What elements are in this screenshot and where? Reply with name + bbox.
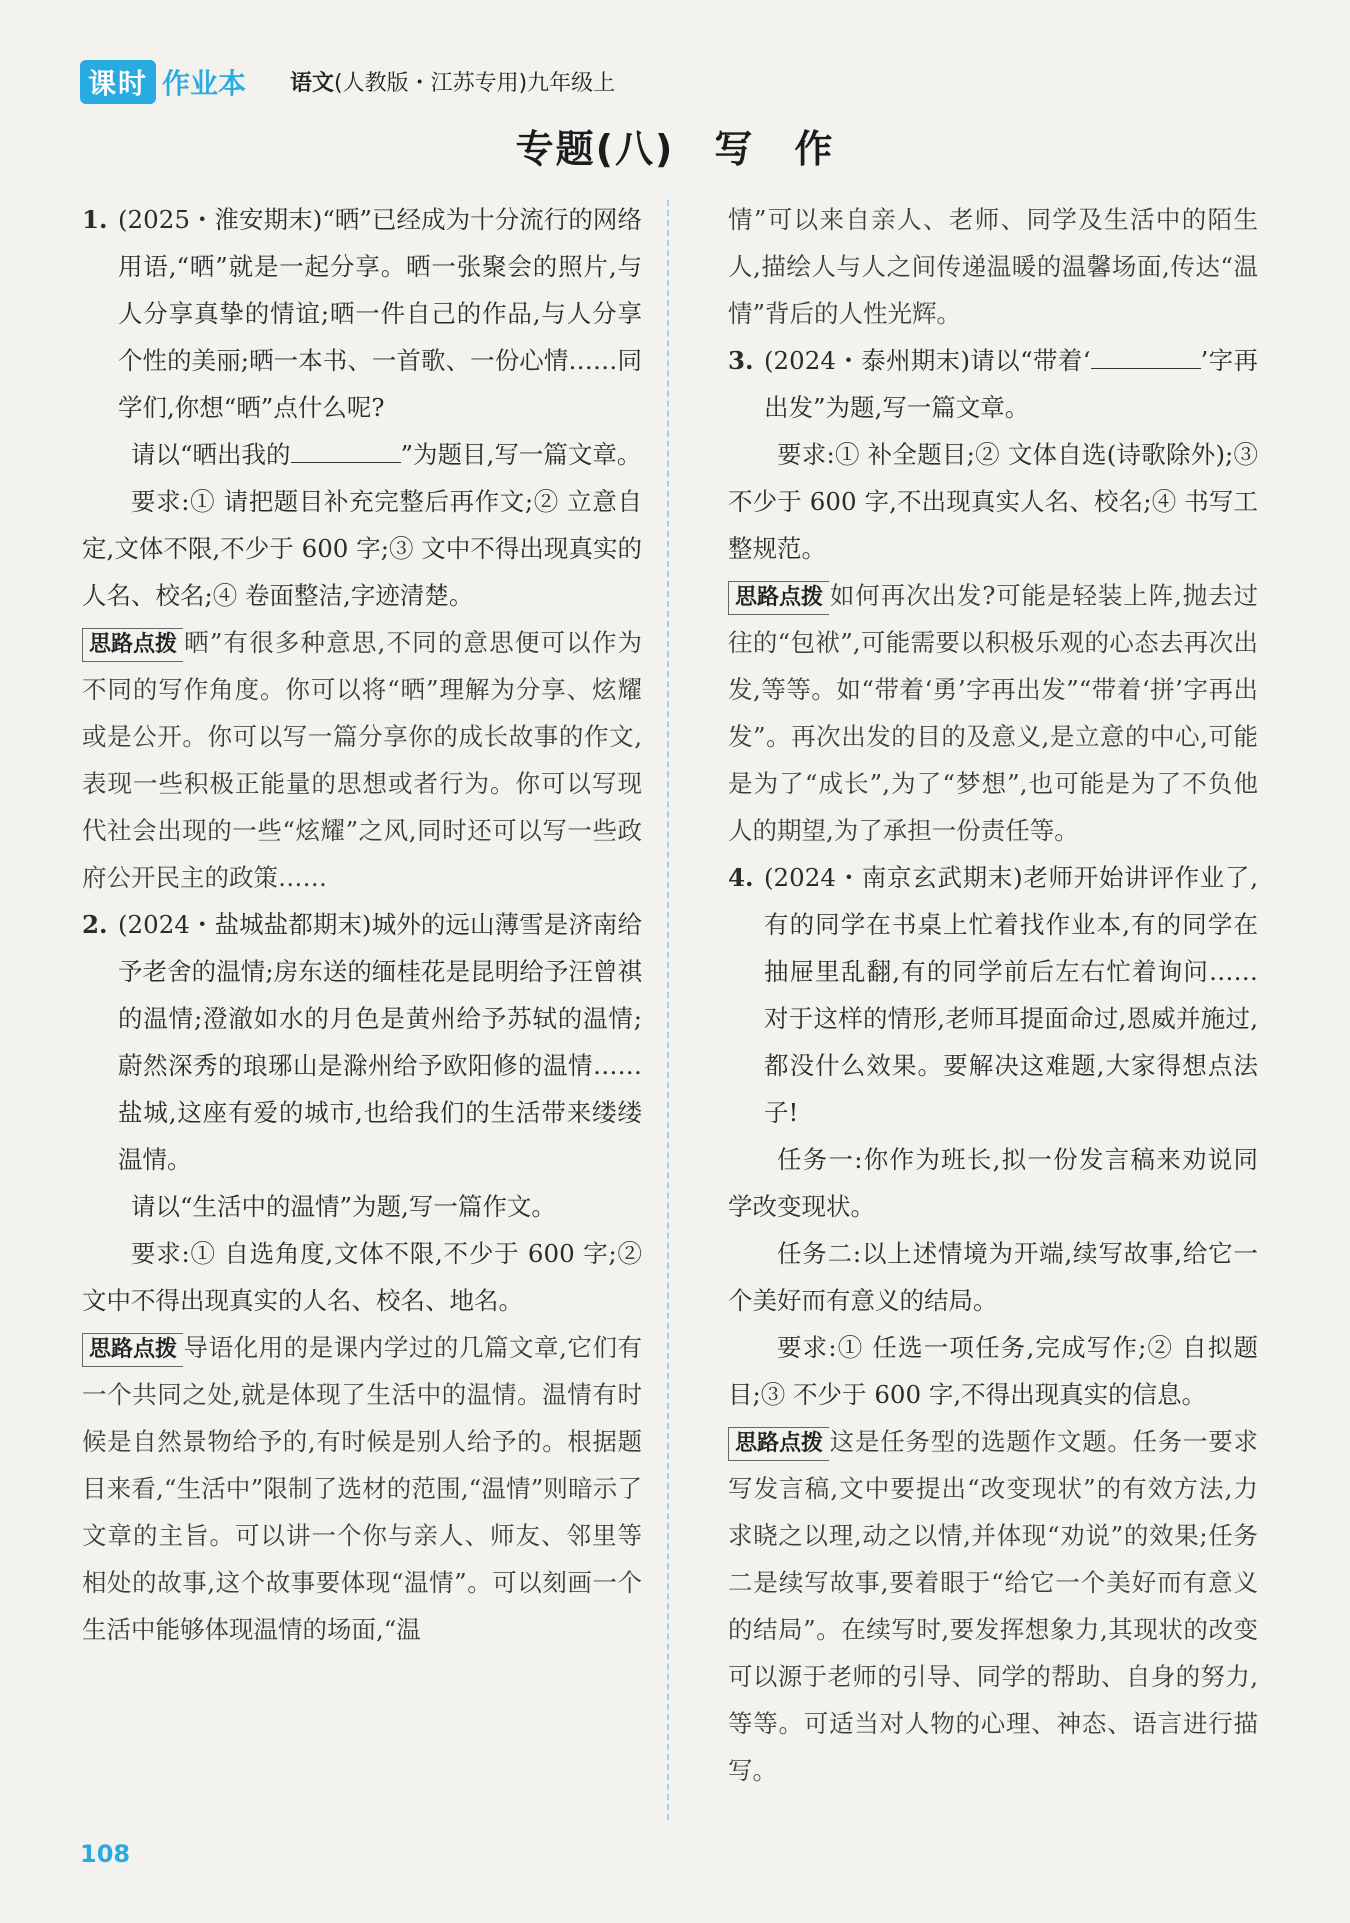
hint-block: [82, 1324, 642, 1653]
hint-block: [82, 619, 642, 901]
hint-block: [728, 1418, 1258, 1794]
prompt-text-a: 请以“晒出我的: [131, 440, 291, 469]
hint-text: 晒”有很多种意思,不同的意思便可以作为不同的写作角度。你可以将“晒”理解为分享、炫耀或是公开。你可以写一篇分享你的成长故事的作文,表现一些积极正能量的思想或者行为。你可以写现代社会出现的一些“炫耀”之风,同时还可以写一些政府公开民主的政策……: [82, 628, 642, 892]
hint-label: 思路点拨: [82, 628, 183, 662]
hint-text: 导语化用的是课内学过的几篇文章,它们有一个共同之处,就是体现了生活中的温情。温情有时候是自然景物给予的,有时候是别人给予的。根据题目来看,“生活中”限制了选材的范围,“温情”则暗示了文章的主旨。可以讲一个你与亲人、师友、邻里等相处的故事,这个故事要体现“温情”。可以刻画一个生活中能够体现温情的场面,“温: [82, 1333, 642, 1644]
question-number: 1.: [82, 205, 108, 234]
question-prompt: [82, 431, 642, 478]
question-3: [728, 337, 1258, 431]
hint-label: 思路点拨: [728, 581, 829, 615]
page-title: 专题(八) 写 作: [515, 127, 835, 171]
question-stem: (2024・南京玄武期末)老师开始讲评作业了,有的同学在书桌上忙着找作业本,有的同学在抽屉里乱翻,有的同学前后左右忙着询问……对于这样的情形,老师耳提面命过,恩威并施过,都没什么效果。要解决这难题,大家得想点法子!: [764, 863, 1258, 1127]
fill-blank: [291, 438, 401, 463]
question-stem-b: ’字再出发”为题,写一篇文章。: [764, 346, 1258, 422]
question-number: 4.: [728, 863, 754, 892]
logo-mark: 课时: [80, 60, 156, 104]
page-number: 108: [80, 1840, 131, 1868]
right-column: [728, 196, 1258, 1794]
question-1: [82, 196, 642, 431]
question-requirements: 要求:① 请把题目补充完整后再作文;② 立意自定,文体不限,不少于 600 字;③ 文中不得出现真实的人名、校名;④ 卷面整洁,字迹清楚。: [82, 487, 642, 610]
question-requirements: 要求:① 自选角度,文体不限,不少于 600 字;② 文中不得出现真实的人名、校名、地名。: [82, 1239, 642, 1315]
question-stem: (2025・淮安期末)“晒”已经成为十分流行的网络用语,“晒”就是一起分享。晒一张聚会的照片,与人分享真挚的情谊;晒一件自己的作品,与人分享个性的美丽;晒一本书、一首歌、一份心情……同学们,你想“晒”点什么呢?: [118, 205, 642, 422]
left-column: [82, 196, 642, 1653]
brand-logo: [80, 60, 246, 104]
hint-label: 思路点拨: [728, 1427, 829, 1461]
hint-continued: 情”可以来自亲人、老师、同学及生活中的陌生人,描绘人与人之间传递温暖的温馨场面,传达“温情”背后的人性光辉。: [728, 205, 1258, 328]
subject: 语文: [290, 71, 335, 96]
question-stem: (2024・盐城盐都期末)城外的远山薄雪是济南给予老舍的温情;房东送的缅桂花是昆明给予汪曾祺的温情;澄澈如水的月色是黄州给予苏轼的温情;蔚然深秀的琅琊山是滁州给予欧阳修的温情……盐城,这座有爱的城市,也给我们的生活带来缕缕温情。: [118, 910, 642, 1174]
question-number: 3.: [728, 346, 754, 375]
task-2: 任务二:以上述情境为开端,续写故事,给它一个美好而有意义的结局。: [728, 1239, 1258, 1315]
question-4: [728, 854, 1258, 1136]
task-1: 任务一:你作为班长,拟一份发言稿来劝说同学改变现状。: [728, 1145, 1258, 1221]
edition: (人教版・江苏专用)九年级上: [334, 71, 616, 96]
logo-text: 作业本: [162, 67, 247, 100]
prompt-text-b: ”为题目,写一篇文章。: [400, 440, 642, 469]
question-requirements: 要求:① 任选一项任务,完成写作;② 自拟题目;③ 不少于 600 字,不得出现真实的信息。: [728, 1333, 1258, 1409]
hint-text: 如何再次出发?可能是轻装上阵,抛去过往的“包袱”,可能需要以积极乐观的心态去再次出发,等等。如“带着‘勇’字再出发”“带着‘拼’字再出发”。再次出发的目的及意义,是立意的中心,可能是为了“成长”,为了“梦想”,也可能是为了不负他人的期望,为了承担一份责任等。: [728, 581, 1258, 845]
fill-blank: [1091, 344, 1201, 369]
column-divider: [667, 200, 669, 1820]
question-prompt: 请以“生活中的温情”为题,写一篇作文。: [131, 1192, 556, 1221]
hint-label: 思路点拨: [82, 1333, 183, 1367]
hint-text: 这是任务型的选题作文题。任务一要求写发言稿,文中要提出“改变现状”的有效方法,力求晓之以理,动之以情,并体现“劝说”的效果;任务二是续写故事,要着眼于“给它一个美好而有意义的结局”。在续写时,要发挥想象力,其现状的改变可以源于老师的引导、同学的帮助、自身的努力,等等。可适当对人物的心理、神态、语言进行描写。: [728, 1427, 1258, 1785]
question-number: 2.: [82, 910, 108, 939]
course-info: [290, 66, 615, 97]
question-2: [82, 901, 642, 1183]
hint-block: [728, 572, 1258, 854]
question-requirements: 要求:① 补全题目;② 文体自选(诗歌除外);③ 不少于 600 字,不出现真实人名、校名;④ 书写工整规范。: [728, 440, 1258, 563]
question-stem-a: (2024・泰州期末)请以“带着‘: [764, 346, 1091, 375]
